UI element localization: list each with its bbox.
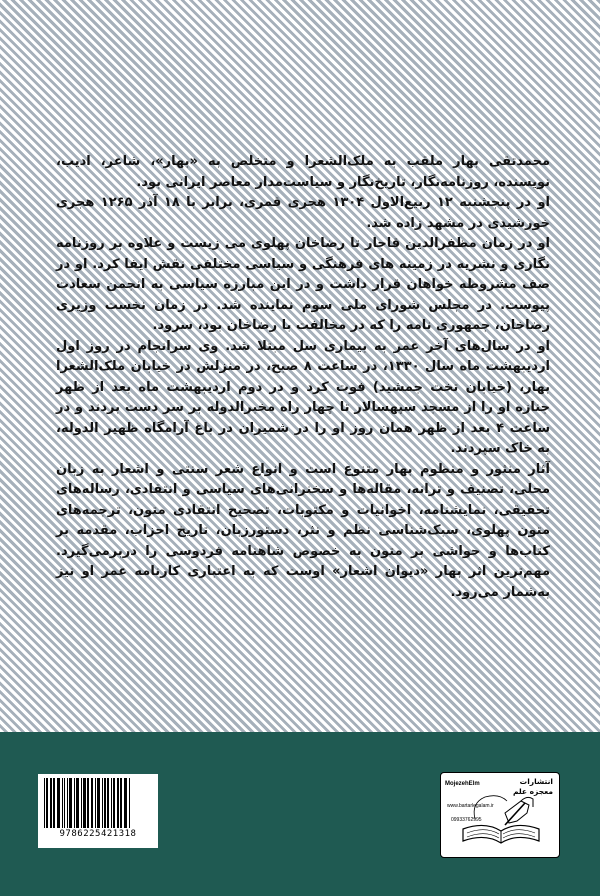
barcode-bar (129, 778, 130, 828)
barcode-bar (67, 778, 68, 828)
barcode-bars (42, 778, 154, 828)
barcode-bar (83, 778, 86, 828)
biography-text (56, 152, 550, 603)
barcode-bar (97, 778, 100, 828)
bio-paragraph-birth: او در پنجشنبه ۱۲ ربیع‌الاول ۱۳۰۴ هجری قمری، برابر با ۱۸ آذر ۱۲۶۵ هجری خورشیدی در مشهد زاده شد. (56, 195, 550, 231)
barcode-bar (95, 778, 96, 828)
barcode-bar (120, 778, 122, 828)
barcode-bar (46, 778, 48, 828)
barcode-bar (57, 778, 60, 828)
isbn-barcode (38, 774, 158, 848)
barcode-bar (53, 778, 55, 828)
barcode-bar (50, 778, 52, 828)
publisher-logo (440, 772, 560, 858)
bio-paragraph-career: او در زمان مظفرالدین قاجار تا رضاخان پهلوی می زیست و علاوه بر روزنامه نگاری و نشریه در زمینه های فرهنگی و سیاسی مختلفی نقش ایفا کرد. او در صف مشروطه خواهان قرار داشت و در این مبارزه سیاسی به انجمن سعادت پیوست. در مجلس شورای ملی سوم نماینده شد. در زمان نخست وزیری رضاخان، جمهوری نامه را که در مخالفت با رضاخان بود، سرود. (56, 236, 550, 333)
publisher-phone: 09933762995 (451, 817, 482, 823)
isbn-number: 9786225421318 (59, 829, 137, 839)
barcode-bar (44, 778, 45, 828)
publisher-name: انتشارات معجزه علم (512, 777, 553, 796)
barcode-bar (87, 778, 89, 828)
bio-paragraph-works: آثار منثور و منظوم بهار متنوع است و انواع شعر سنتی و اشعار به زبان محلی، تصنیف و ترانه، مقاله‌ها و سخنرانی‌های سیاسی و انتقادی، رساله‌های تحقیقی، نمایشنامه، اخوانیات و مکتوبات، تصحیح انتقادی متون، ترجمه‌های متون پهلوی، سبک‌شناسی نظم و نثر، دستورزبان، تاریخ احزاب، مقدمه بر کتاب‌ها و حواشی بر متون به خصوص شاهنامه فردوسی را دربرمی‌گیرد. مهم‌ترین اثر بهار «دیوان اشعار» اوست که به اعتباری کارنامه عمر او نیز به‌شمار می‌رود. (56, 461, 550, 600)
barcode-bar (69, 778, 72, 828)
barcode-bar (117, 778, 119, 828)
barcode-bar (74, 778, 75, 828)
publisher-website: www.bartarlegalam.ir (447, 803, 494, 809)
bio-paragraph-death: او در سال‌های آخر عمر به بیماری سل مبتلا شد. وی سرانجام در روز اول اردیبهشت ماه سال ۱۳۳۰، در ساعت ۸ صبح، در منزلش در خیابان ملک‌الشعرا بهار، (خیابان تخت جمشید) فوت کرد و در دوم اردیبهشت ماه بعد از ظهر جنازه او را از مسجد سپهسالار تا چهار راه مخبرالدوله بر سر دست بردند و در ساعت ۴ بعد از ظهر همان روز او را در شمیران در باغ آرامگاه ظهیر الدوله، به خاک سپردند. (56, 338, 551, 456)
barcode-bar (104, 778, 106, 828)
barcode-bar (124, 778, 127, 828)
barcode-bar (107, 778, 109, 828)
barcode-bar (64, 778, 65, 828)
barcode-bar (81, 778, 82, 828)
barcode-bar (76, 778, 79, 828)
barcode-bar (113, 778, 115, 828)
barcode-bar (102, 778, 103, 828)
barcode-bar (91, 778, 93, 828)
barcode-bar (62, 778, 63, 828)
bio-paragraph-intro: محمدتقی بهار ملقب به ملک‌الشعرا و متخلص به «بهار»، شاعر، ادیب، نویسنده، روزنامه‌نگار، تاریخ‌نگار و سیاست‌مدار معاصر ایرانی بود. (56, 154, 550, 190)
publisher-latin-name: MojezehElm (445, 781, 480, 787)
barcode-bar (111, 778, 112, 828)
